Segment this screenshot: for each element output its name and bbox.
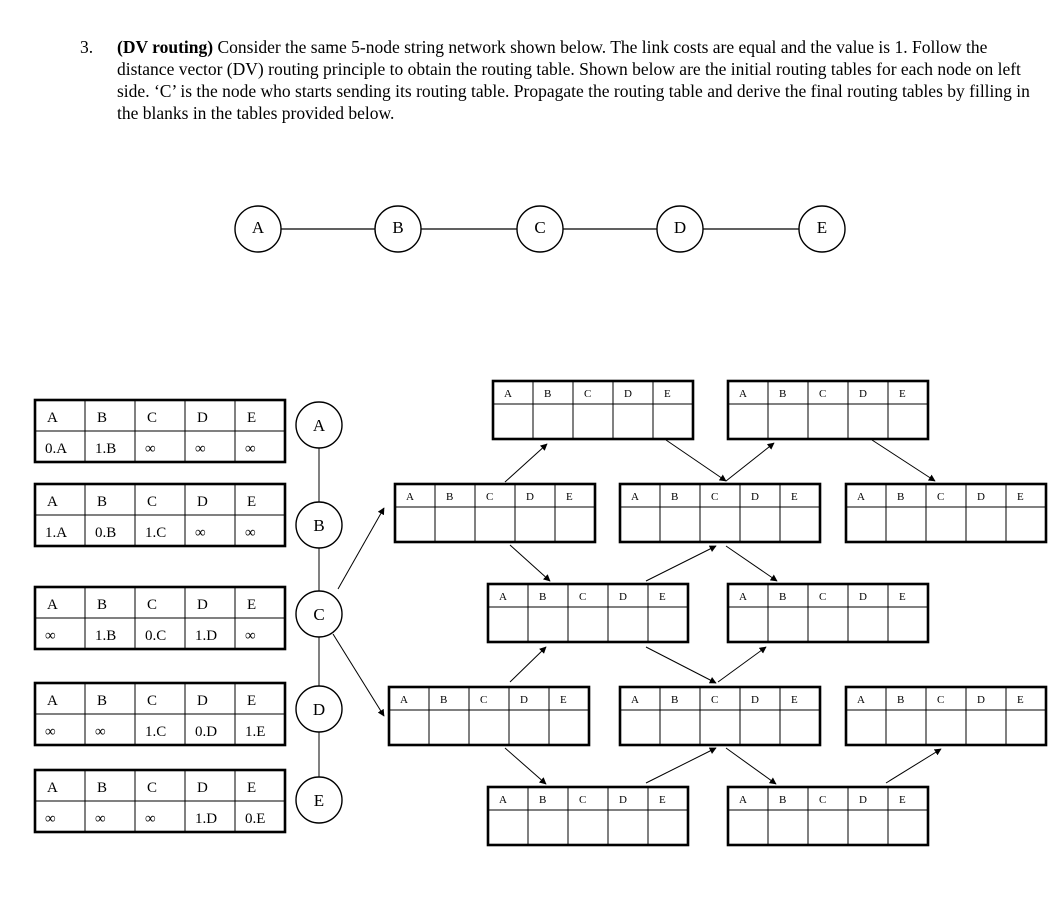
network-node-label: B [392,218,404,237]
propagation-arrow [505,444,547,482]
cell-value: 0.C [145,628,167,644]
column-header: A [739,591,747,603]
node-label: B [313,516,325,535]
propagation-arrow [646,647,716,683]
column-header: B [897,694,905,706]
cell-value: 1.B [95,628,117,644]
column-header: A [631,491,639,503]
column-header: A [47,410,58,426]
initial-table-b [35,484,285,546]
column-header: B [779,794,787,806]
network-node-label: D [673,218,687,237]
column-header: E [560,694,567,706]
column-header: B [779,591,787,603]
propagation-arrow [505,748,546,784]
propagation-arrow [510,647,546,682]
question-number: 3. [80,37,94,57]
column-header: B [97,693,108,709]
column-header: B [539,794,547,806]
column-header: A [406,491,414,503]
column-header: E [664,388,671,400]
blank-table-8 [389,687,589,745]
column-header: C [819,794,827,806]
column-header: E [899,794,906,806]
column-header: D [197,494,208,510]
column-header: E [1017,491,1024,503]
column-header: E [659,591,666,603]
blank-table-9 [620,687,820,745]
cell-value: 0.B [95,525,117,541]
column-header: C [711,694,719,706]
column-header: E [247,597,257,613]
blank-routing-tables [389,381,1046,845]
column-header: B [539,591,547,603]
column-header: E [566,491,573,503]
column-header: C [147,410,158,426]
column-header: A [47,780,58,796]
cell-value: 1.A [45,525,68,541]
blank-table-1 [493,381,693,439]
column-header: E [899,591,906,603]
initial-table-d [35,683,285,745]
column-header: A [47,597,58,613]
column-header: A [47,494,58,510]
cell-value: 1.E [245,724,266,740]
cell-value: 1.D [195,628,218,644]
column-header: C [486,491,494,503]
column-header: B [779,388,787,400]
column-header: C [579,794,587,806]
initial-table-a [35,400,285,462]
column-header: D [624,388,632,400]
column-header: D [197,693,208,709]
propagation-arrow [646,748,716,783]
cell-value: ∞ [45,811,56,827]
column-header: A [499,794,507,806]
propagation-arrow [510,545,550,581]
propagation-arrow [718,647,766,682]
column-header: C [819,388,827,400]
propagation-arrow [646,546,716,581]
propagation-arrow [666,440,726,481]
column-header: B [97,410,108,426]
blank-table-4 [620,484,820,542]
column-header: E [247,410,257,426]
column-header: D [751,491,759,503]
cell-value: ∞ [245,525,256,541]
node-label: A [312,416,326,435]
column-header: A [857,491,865,503]
column-header: E [247,780,257,796]
column-header: E [659,794,666,806]
column-header: C [147,780,158,796]
column-header: D [619,591,627,603]
cell-value: ∞ [95,724,106,740]
column-header: D [197,780,208,796]
column-header: C [147,693,158,709]
column-header: E [247,693,257,709]
initial-routing-tables [35,400,285,832]
column-header: D [859,591,867,603]
column-header: A [739,794,747,806]
cell-value: ∞ [95,811,106,827]
column-header: E [899,388,906,400]
column-header: B [97,597,108,613]
column-header: B [544,388,552,400]
column-header: C [584,388,592,400]
cell-value: ∞ [245,628,256,644]
column-header: C [579,591,587,603]
propagation-arrow [726,546,777,581]
column-header: A [631,694,639,706]
column-header: C [937,491,945,503]
cell-value: ∞ [245,441,256,457]
column-header: D [520,694,528,706]
column-header: A [857,694,865,706]
node-label: E [313,791,325,810]
initial-table-c [35,587,285,649]
string-network [235,206,845,252]
cell-value: 1.D [195,811,218,827]
blank-table-6 [488,584,688,642]
column-header: B [897,491,905,503]
column-header: A [400,694,408,706]
question-text: Consider the same 5-node string network shown below. The link costs are equal and the value is 1. Follow the distance vector (DV) routing principle to obtain the routing table. Shown below are the initial routing tables for each node on left side. ‘C’ is the node who starts sending its routing table. Propagate the routing table and derive the final routing tables by filling in the blanks in the tables provided below. [117,37,1030,123]
cell-value: 1.C [145,525,167,541]
node-label: C [313,605,325,624]
column-header: B [671,694,679,706]
column-header: C [819,591,827,603]
column-header: C [711,491,719,503]
propagation-arrow [726,748,776,784]
column-header: D [619,794,627,806]
cell-value: ∞ [45,628,56,644]
column-header: D [751,694,759,706]
column-header: C [147,597,158,613]
cell-value: ∞ [145,811,156,827]
blank-table-11 [488,787,688,845]
column-header: C [147,494,158,510]
cell-value: 0.A [45,441,68,457]
blank-table-10 [846,687,1046,745]
node-label: D [312,700,326,719]
propagation-arrow [338,508,384,589]
blank-table-2 [728,381,928,439]
column-header: D [197,410,208,426]
propagation-arrow [886,749,941,783]
blank-table-7 [728,584,928,642]
column-header: B [671,491,679,503]
column-header: E [791,491,798,503]
column-header: C [937,694,945,706]
column-header: E [1017,694,1024,706]
question-title: (DV routing) [117,37,214,57]
cell-value: 1.B [95,441,117,457]
column-header: B [440,694,448,706]
column-header: B [97,494,108,510]
blank-table-5 [846,484,1046,542]
cell-value: 0.E [245,811,266,827]
initial-table-e [35,770,285,832]
column-header: D [977,491,985,503]
blank-table-3 [395,484,595,542]
column-header: D [859,388,867,400]
cell-value: 0.D [195,724,218,740]
column-header: B [446,491,454,503]
column-header: A [504,388,512,400]
column-header: D [859,794,867,806]
column-header: B [97,780,108,796]
network-node-label: E [816,218,828,237]
cell-value: ∞ [45,724,56,740]
network-node-label: A [251,218,265,237]
column-header: D [977,694,985,706]
column-header: C [480,694,488,706]
propagation-arrow [872,440,935,481]
network-node-label: C [534,218,546,237]
column-header: D [197,597,208,613]
column-header: A [739,388,747,400]
column-header: E [791,694,798,706]
propagation-arrow [726,443,774,481]
column-header: A [499,591,507,603]
node-column [296,402,342,823]
cell-value: ∞ [145,441,156,457]
cell-value: ∞ [195,525,206,541]
cell-value: ∞ [195,441,206,457]
column-header: E [247,494,257,510]
column-header: D [526,491,534,503]
cell-value: 1.C [145,724,167,740]
column-header: A [47,693,58,709]
blank-table-12 [728,787,928,845]
